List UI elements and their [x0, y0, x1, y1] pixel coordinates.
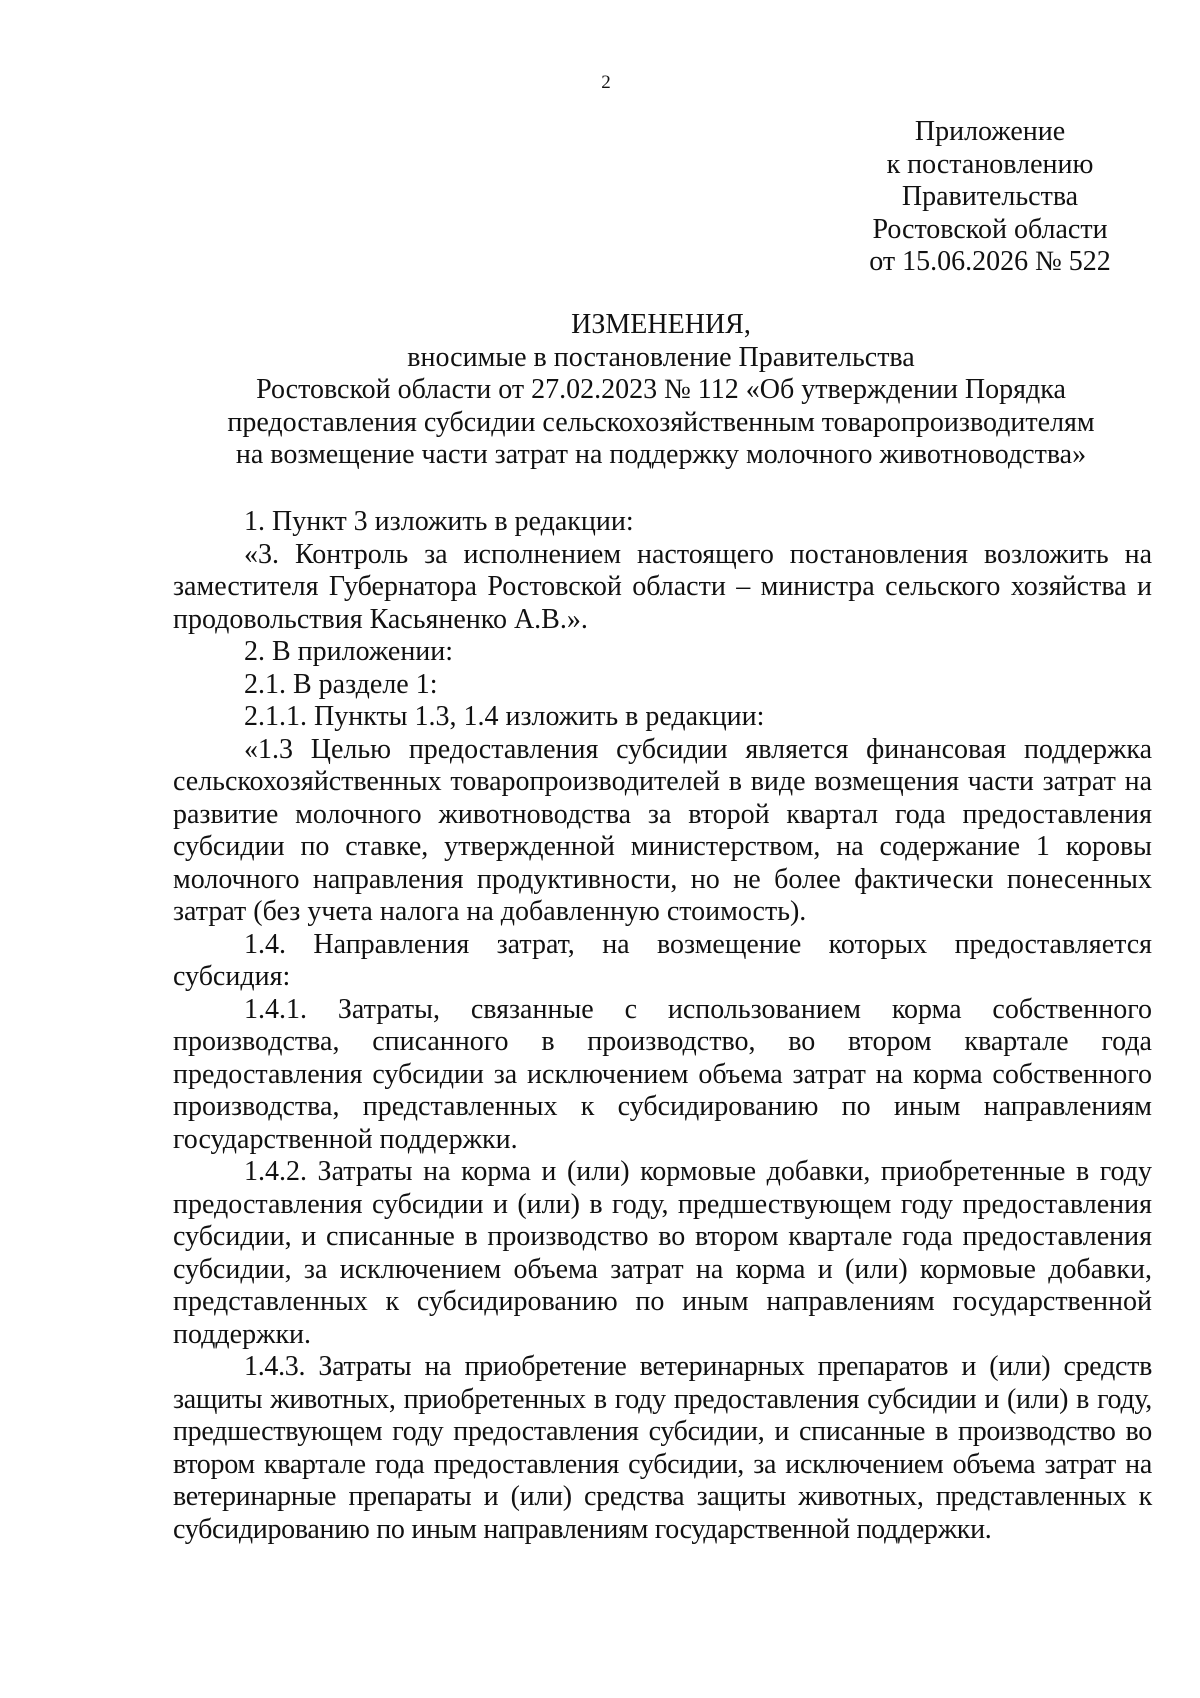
paragraph: 1.4.1. Затраты, связанные с использованием корма собственного производства, списанного в производство, во втором квартале года предоставления субсидии за исключением объема затрат на корма собственного производства, представленных к субсидированию по иным направлениям государственной поддержки. — [173, 993, 1152, 1155]
heading-line: Ростовской области от 27.02.2023 № 112 «Об утверждении Порядка — [256, 374, 1066, 405]
heading-line: предоставления субсидии сельскохозяйственным товаропроизводителям — [227, 406, 1095, 438]
appendix-line: Ростовской области — [872, 213, 1108, 245]
heading-line: на возмещение части затрат на поддержку молочного животноводства» — [235, 439, 1087, 470]
page-number: 2 — [601, 72, 611, 93]
paragraph: 2. В приложении: — [244, 636, 454, 667]
paragraph: «1.3 Целью предоставления субсидии является финансовая поддержка сельскохозяйственных товаропроизводителей в виде возмещения части затрат на развитие молочного животноводства за второй квартал года предоставления субсидии по ставке, утвержденной министерством, на содержание 1 коровы молочного направления продуктивности, но не более фактически понесенных затрат (без учета налога на добавленную стоимость). — [173, 733, 1152, 927]
paragraph: 1.4.3. Затраты на приобретение ветеринарных препаратов и (или) средств защиты животных, приобретенных в году предоставления субсидии и (или) в году, предшествующем году предоставления субсидии, и списанные в производство во втором квартале года предоставления субсидии, за исключением объема затрат на ветеринарные препараты и (или) средства защиты животных, представленных к субсидированию по иным направлениям государственной поддержки. — [173, 1351, 1152, 1545]
heading-line: вносимые в постановление Правительства — [407, 341, 915, 373]
paragraph: 1. Пункт 3 изложить в редакции: — [244, 506, 634, 537]
paragraph: «3. Контроль за исполнением настоящего постановления возложить на заместителя Губернатора Ростовской области – министра сельского хозяйства и продовольствия Касьяненко А.В.». — [173, 538, 1152, 635]
appendix-line: от 15.06.2026 № 522 — [869, 246, 1111, 277]
paragraph: 1.4. Направления затрат, на возмещение которых предоставляется субсидия: — [173, 928, 1152, 992]
appendix-line: Приложение — [914, 116, 1066, 147]
document-body — [173, 506, 1152, 1546]
paragraph: 2.1.1. Пункты 1.3, 1.4 изложить в редакции: — [244, 701, 765, 732]
paragraph: 1.4.2. Затраты на корма и (или) кормовые добавки, приобретенные в году предоставления субсидии и (или) в году, предшествующем году предоставления субсидии, и списанные в производство во втором квартале года предоставления субсидии, за исключением объема затрат на корма и (или) кормовые добавки, представленных к субсидированию по иным направлениям государственной поддержки. — [173, 1156, 1152, 1350]
heading-title: ИЗМЕНЕНИЯ, — [571, 309, 751, 340]
appendix-line: к постановлению — [886, 148, 1094, 180]
document-heading — [170, 309, 1152, 472]
appendix-block — [840, 116, 1140, 279]
appendix-line: Правительства — [901, 181, 1079, 212]
paragraph: 2.1. В разделе 1: — [244, 668, 438, 700]
